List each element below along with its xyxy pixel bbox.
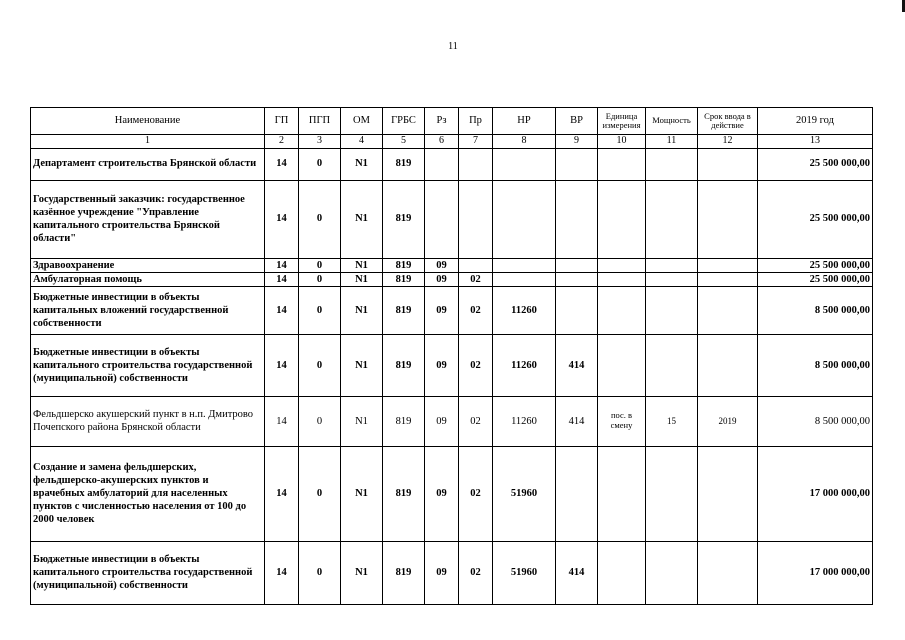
cell-vr bbox=[556, 258, 598, 272]
cell-pr: 02 bbox=[459, 396, 493, 446]
cell-amount: 8 500 000,00 bbox=[758, 286, 873, 334]
header-commissioning: Срок ввода в действие bbox=[698, 108, 758, 135]
table-row bbox=[31, 148, 873, 180]
cell-commissioning: 2019 bbox=[698, 396, 758, 446]
table-row bbox=[31, 334, 873, 396]
header-nr: НР bbox=[493, 108, 556, 135]
cell-pgp: 0 bbox=[299, 180, 341, 258]
cell-om: N1 bbox=[341, 258, 383, 272]
column-number: 12 bbox=[698, 135, 758, 149]
cell-unit bbox=[598, 148, 646, 180]
cell-commissioning bbox=[698, 446, 758, 541]
cell-rz bbox=[425, 180, 459, 258]
cell-gp: 14 bbox=[265, 148, 299, 180]
cell-commissioning bbox=[698, 148, 758, 180]
cell-commissioning bbox=[698, 541, 758, 604]
header-name: Наименование bbox=[31, 108, 265, 135]
header-capacity: Мощность bbox=[646, 108, 698, 135]
cell-capacity bbox=[646, 180, 698, 258]
cell-grbs: 819 bbox=[383, 148, 425, 180]
column-number: 9 bbox=[556, 135, 598, 149]
cell-om: N1 bbox=[341, 541, 383, 604]
cell-rz: 09 bbox=[425, 446, 459, 541]
cell-rz: 09 bbox=[425, 541, 459, 604]
row-name: Бюджетные инвестиции в объекты капитальных вложений государственной собственности bbox=[31, 286, 265, 334]
cell-gp: 14 bbox=[265, 272, 299, 286]
cell-commissioning bbox=[698, 334, 758, 396]
header-om: ОМ bbox=[341, 108, 383, 135]
cell-nr: 11260 bbox=[493, 286, 556, 334]
page-number: 11 bbox=[448, 41, 458, 52]
cell-pr: 02 bbox=[459, 334, 493, 396]
cell-pgp: 0 bbox=[299, 396, 341, 446]
cell-capacity bbox=[646, 541, 698, 604]
cell-gp: 14 bbox=[265, 541, 299, 604]
cell-rz bbox=[425, 148, 459, 180]
cell-gp: 14 bbox=[265, 396, 299, 446]
cell-pgp: 0 bbox=[299, 272, 341, 286]
cell-pr: 02 bbox=[459, 541, 493, 604]
cell-om: N1 bbox=[341, 148, 383, 180]
cell-amount: 17 000 000,00 bbox=[758, 446, 873, 541]
cell-grbs: 819 bbox=[383, 334, 425, 396]
cell-unit bbox=[598, 446, 646, 541]
column-number-row bbox=[31, 135, 873, 149]
cell-amount: 8 500 000,00 bbox=[758, 334, 873, 396]
header-year: 2019 год bbox=[758, 108, 873, 135]
row-name: Бюджетные инвестиции в объекты капитального строительства государственной (муниципальной) собственности bbox=[31, 334, 265, 396]
cell-nr bbox=[493, 258, 556, 272]
cell-vr bbox=[556, 148, 598, 180]
cell-gp: 14 bbox=[265, 286, 299, 334]
header-vr: ВР bbox=[556, 108, 598, 135]
column-number: 2 bbox=[265, 135, 299, 149]
cell-amount: 8 500 000,00 bbox=[758, 396, 873, 446]
cell-grbs: 819 bbox=[383, 272, 425, 286]
cell-vr: 414 bbox=[556, 541, 598, 604]
table-row bbox=[31, 396, 873, 446]
header-rz: Рз bbox=[425, 108, 459, 135]
column-number: 8 bbox=[493, 135, 556, 149]
cell-unit bbox=[598, 180, 646, 258]
cell-pr: 02 bbox=[459, 446, 493, 541]
cell-capacity bbox=[646, 258, 698, 272]
table-row bbox=[31, 286, 873, 334]
cell-pgp: 0 bbox=[299, 258, 341, 272]
cell-amount: 25 500 000,00 bbox=[758, 258, 873, 272]
cell-nr: 51960 bbox=[493, 446, 556, 541]
cell-rz: 09 bbox=[425, 286, 459, 334]
cell-rz: 09 bbox=[425, 258, 459, 272]
cell-pr: 02 bbox=[459, 272, 493, 286]
cell-rz: 09 bbox=[425, 272, 459, 286]
cell-capacity: 15 bbox=[646, 396, 698, 446]
cell-capacity bbox=[646, 148, 698, 180]
cell-unit bbox=[598, 334, 646, 396]
cell-capacity bbox=[646, 272, 698, 286]
cell-nr: 11260 bbox=[493, 334, 556, 396]
cell-pgp: 0 bbox=[299, 148, 341, 180]
header-gp: ГП bbox=[265, 108, 299, 135]
cell-unit: пос. в смену bbox=[598, 396, 646, 446]
header-unit: Единица измерения bbox=[598, 108, 646, 135]
cell-capacity bbox=[646, 446, 698, 541]
table-row bbox=[31, 258, 873, 272]
cell-commissioning bbox=[698, 180, 758, 258]
cell-pr bbox=[459, 180, 493, 258]
cell-amount: 25 500 000,00 bbox=[758, 272, 873, 286]
cell-nr bbox=[493, 180, 556, 258]
cell-unit bbox=[598, 541, 646, 604]
column-number: 5 bbox=[383, 135, 425, 149]
row-name: Бюджетные инвестиции в объекты капитального строительства государственной (муниципальной) собственности bbox=[31, 541, 265, 604]
row-name: Здравоохранение bbox=[31, 258, 265, 272]
cell-vr bbox=[556, 272, 598, 286]
header-pgp: ПГП bbox=[299, 108, 341, 135]
cell-vr bbox=[556, 446, 598, 541]
cell-grbs: 819 bbox=[383, 180, 425, 258]
cell-om: N1 bbox=[341, 446, 383, 541]
header-pr: Пр bbox=[459, 108, 493, 135]
column-number: 4 bbox=[341, 135, 383, 149]
cell-rz: 09 bbox=[425, 396, 459, 446]
cell-om: N1 bbox=[341, 272, 383, 286]
cell-nr: 11260 bbox=[493, 396, 556, 446]
cell-pgp: 0 bbox=[299, 286, 341, 334]
column-number: 7 bbox=[459, 135, 493, 149]
cell-commissioning bbox=[698, 258, 758, 272]
cell-commissioning bbox=[698, 272, 758, 286]
cell-gp: 14 bbox=[265, 334, 299, 396]
cell-amount: 25 500 000,00 bbox=[758, 148, 873, 180]
cell-pr bbox=[459, 148, 493, 180]
cell-capacity bbox=[646, 286, 698, 334]
cell-nr bbox=[493, 148, 556, 180]
cell-vr: 414 bbox=[556, 396, 598, 446]
cell-pgp: 0 bbox=[299, 334, 341, 396]
cell-capacity bbox=[646, 334, 698, 396]
cell-amount: 17 000 000,00 bbox=[758, 541, 873, 604]
cell-vr: 414 bbox=[556, 334, 598, 396]
table-row bbox=[31, 272, 873, 286]
cell-gp: 14 bbox=[265, 258, 299, 272]
budget-table bbox=[30, 107, 873, 605]
cell-gp: 14 bbox=[265, 180, 299, 258]
header-grbs: ГРБС bbox=[383, 108, 425, 135]
cell-om: N1 bbox=[341, 180, 383, 258]
cell-grbs: 819 bbox=[383, 258, 425, 272]
cell-commissioning bbox=[698, 286, 758, 334]
cell-gp: 14 bbox=[265, 446, 299, 541]
cell-unit bbox=[598, 272, 646, 286]
cell-om: N1 bbox=[341, 286, 383, 334]
cell-grbs: 819 bbox=[383, 541, 425, 604]
column-number: 13 bbox=[758, 135, 873, 149]
table-row bbox=[31, 180, 873, 258]
cell-pgp: 0 bbox=[299, 541, 341, 604]
cell-grbs: 819 bbox=[383, 446, 425, 541]
cell-om: N1 bbox=[341, 334, 383, 396]
column-number: 6 bbox=[425, 135, 459, 149]
header-row bbox=[31, 108, 873, 135]
cell-unit bbox=[598, 258, 646, 272]
cell-pgp: 0 bbox=[299, 446, 341, 541]
row-name: Амбулаторная помощь bbox=[31, 272, 265, 286]
table-row bbox=[31, 541, 873, 604]
column-number: 10 bbox=[598, 135, 646, 149]
column-number: 11 bbox=[646, 135, 698, 149]
cell-pr: 02 bbox=[459, 286, 493, 334]
row-name: Фельдшерско акушерский пункт в н.п. Дмитрово Почепского района Брянской области bbox=[31, 396, 265, 446]
cell-grbs: 819 bbox=[383, 396, 425, 446]
column-number: 3 bbox=[299, 135, 341, 149]
cell-grbs: 819 bbox=[383, 286, 425, 334]
cell-om: N1 bbox=[341, 396, 383, 446]
row-name: Создание и замена фельдшерских, фельдшерско-акушерских пунктов и врачебных амбулаторий для населенных пунктов с численностью населения от 100 до 2000 человек bbox=[31, 446, 265, 541]
cell-rz: 09 bbox=[425, 334, 459, 396]
cell-amount: 25 500 000,00 bbox=[758, 180, 873, 258]
cell-unit bbox=[598, 286, 646, 334]
row-name: Государственный заказчик: государственное казённое учреждение "Управление капитального строительства Брянской области" bbox=[31, 180, 265, 258]
column-number: 1 bbox=[31, 135, 265, 149]
cell-vr bbox=[556, 286, 598, 334]
table-row bbox=[31, 446, 873, 541]
cell-nr: 51960 bbox=[493, 541, 556, 604]
row-name: Департамент строительства Брянской области bbox=[31, 148, 265, 180]
cell-vr bbox=[556, 180, 598, 258]
cell-pr bbox=[459, 258, 493, 272]
cell-nr bbox=[493, 272, 556, 286]
